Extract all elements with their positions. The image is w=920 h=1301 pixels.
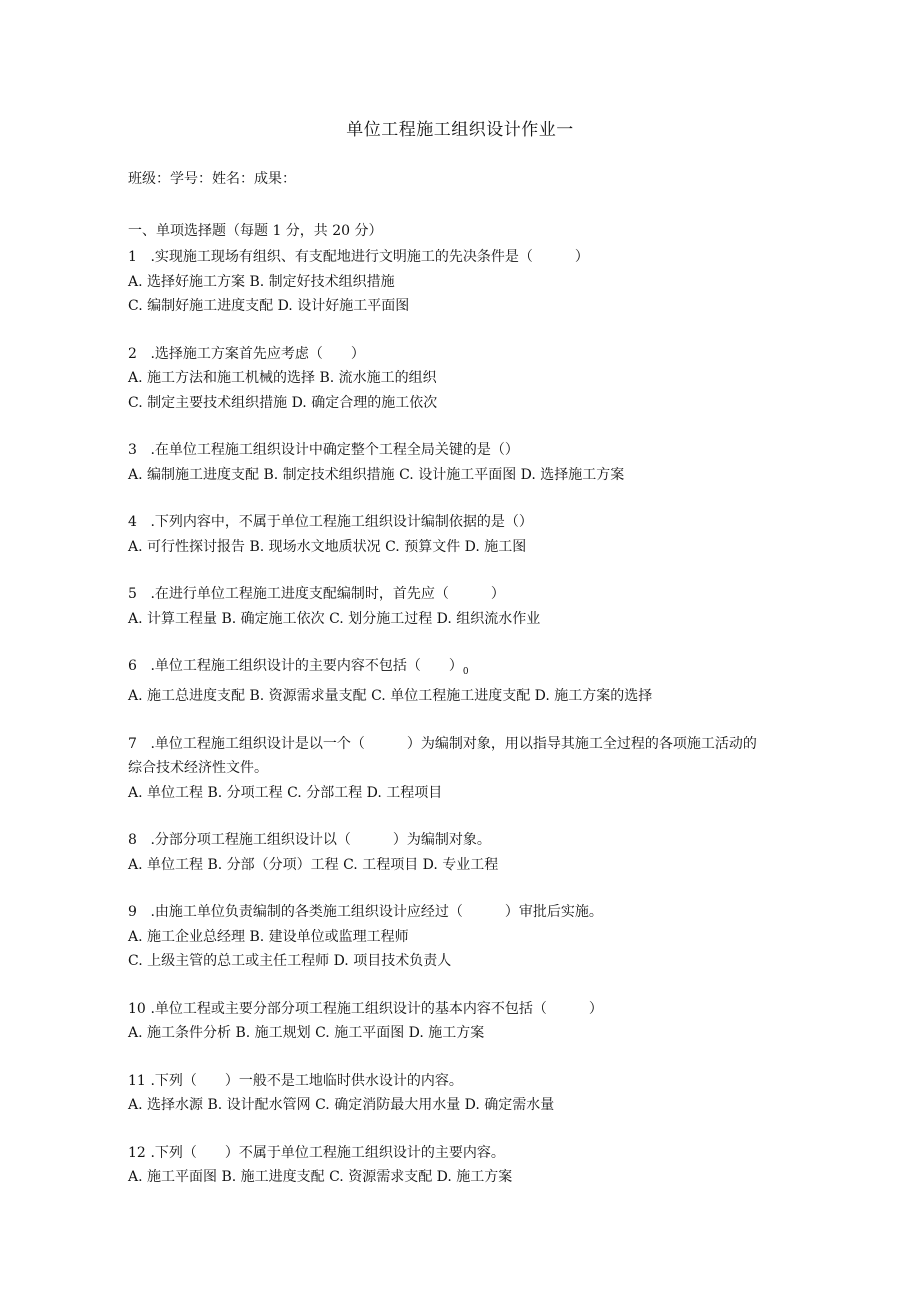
question-options: A. 单位工程 B. 分部（分项）工程 C. 工程项目 D. 专业工程 — [128, 856, 499, 873]
question-stem: .单位工程或主要分部分项工程施工组织设计的基本内容不包括（ ） — [146, 1000, 603, 1017]
question-options: A. 施工方法和施工机械的选择 B. 流水施工的组织 — [128, 370, 437, 386]
question-stem: .由施工单位负责编制的各类施工组织设计应经过（ ）审批后实施。 — [146, 904, 603, 921]
question-stem: .下列内容中，不属于单位工程施工组织设计编制依据的是（） — [146, 514, 533, 530]
question-number: 5 — [128, 586, 137, 602]
section-heading: 一、单项选择题（每题 1 分，共 20 分） — [128, 223, 383, 239]
question-stem: .在进行单位工程施工进度支配编制时，首先应（ ） — [146, 586, 505, 602]
question-number: 11 — [128, 1072, 146, 1089]
question-stem: .下列（ ）一般不是工地临时供水设计的内容。 — [146, 1072, 463, 1089]
question-number: 4 — [128, 514, 137, 530]
question-number: 12 — [128, 1144, 146, 1161]
student-info-line: 班级：学号：姓名：成果： — [128, 171, 296, 187]
question-number: 7 — [128, 735, 137, 752]
question-number: 9 — [128, 904, 137, 921]
question-12 — [128, 1141, 768, 1190]
question-8 — [128, 828, 768, 877]
question-options: C. 制定主要技术组织措施 D. 确定合理的施工依次 — [128, 394, 438, 411]
question-number: 1 — [128, 249, 137, 265]
question-options: A. 选择水源 B. 设计配水管网 C. 确定消防最大用水量 D. 确定需水量 — [128, 1097, 555, 1114]
question-11 — [128, 1069, 768, 1118]
question-number: 6 — [128, 658, 137, 674]
question-stem: .单位工程施工组织设计的主要内容不包括（ ） — [146, 658, 463, 674]
question-9 — [128, 900, 768, 974]
question-10 — [128, 997, 768, 1046]
question-7 — [128, 732, 768, 806]
question-options: A. 施工平面图 B. 施工进度支配 C. 资源需求支配 D. 施工方案 — [128, 1169, 513, 1186]
question-5 — [128, 582, 768, 631]
question-stem: .分部分项工程施工组织设计以（ ）为编制对象。 — [146, 832, 491, 849]
question-6 — [128, 654, 768, 709]
stem-subscript: 0 — [462, 666, 469, 677]
question-2 — [128, 342, 768, 416]
question-stem: .选择施工方案首先应考虑（ ） — [146, 345, 365, 362]
question-stem: .下列（ ）不属于单位工程施工组织设计的主要内容。 — [146, 1144, 505, 1161]
question-options: A. 单位工程 B. 分项工程 C. 分部工程 D. 工程项目 — [128, 784, 443, 801]
question-options: A. 可行性探讨报告 B. 现场水文地质状况 C. 预算文件 D. 施工图 — [128, 538, 527, 555]
question-number: 3 — [128, 442, 137, 458]
question-options: A. 编制施工进度支配 B. 制定技术组织措施 C. 设计施工平面图 D. 选择施工方案 — [128, 466, 625, 483]
question-options: A. 计算工程量 B. 确定施工依次 C. 划分施工过程 D. 组织流水作业 — [128, 610, 541, 627]
question-options: A. 施工条件分析 B. 施工规划 C. 施工平面图 D. 施工方案 — [128, 1025, 485, 1042]
question-options: C. 上级主管的总工或主任工程师 D. 项目技术负责人 — [128, 953, 452, 970]
question-stem: .实现施工现场有组织、有支配地进行文明施工的先决条件是（ ） — [146, 249, 589, 265]
question-options: C. 编制好施工进度支配 D. 设计好施工平面图 — [128, 298, 410, 314]
question-options: A. 施工总进度支配 B. 资源需求量支配 C. 单位工程施工进度支配 D. 施工方案的选择 — [128, 688, 653, 705]
question-number: 10 — [128, 1000, 146, 1017]
question-options: A. 选择好施工方案 B. 制定好技术组织措施 — [128, 273, 395, 290]
question-3 — [128, 438, 768, 487]
question-number: 8 — [128, 832, 137, 849]
question-number: 2 — [128, 345, 137, 362]
question-4 — [128, 510, 768, 559]
question-options: A. 施工企业总经理 B. 建设单位或监理工程师 — [128, 928, 409, 945]
question-1 — [128, 245, 768, 319]
question-list — [128, 245, 768, 1213]
page-title: 单位工程施工组织设计作业一 — [346, 120, 574, 140]
question-stem: .在单位工程施工组织设计中确定整个工程全局关键的是（） — [146, 442, 519, 458]
question-stem: .单位工程施工组织设计是以一个（ ）为编制对象，用以指导其施工全过程的各项施工活动的综合技术经济性文件。 — [128, 735, 757, 777]
